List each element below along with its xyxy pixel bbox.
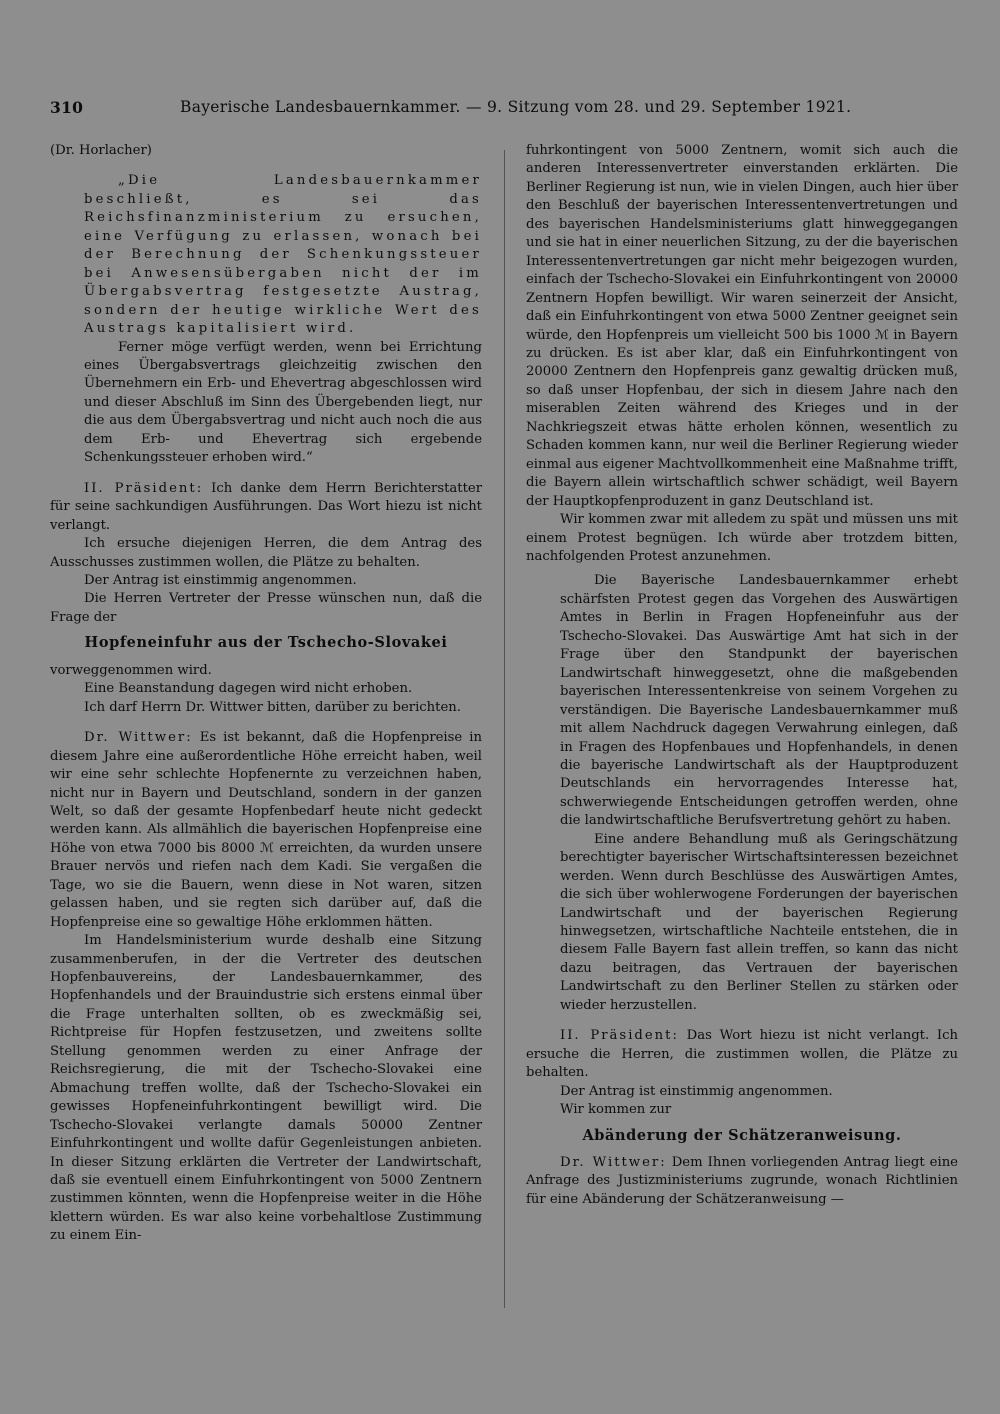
right-column (526, 142, 958, 1209)
paragraph: Der Antrag ist einstimmig angenommen. (84, 572, 357, 588)
quote-paragraph: Eine andere Behandlung muß als Geringschätzung berechtigter bayerischer Wirtschaftsinteressen bezeichnet werden. Wenn durch Beschlüsse des Auswärtigen Amtes, die sich über wohlerwogene Forderungen der bayerischen Landwirtschaft und der bayerischen Regierung hinwegsetzen, wirtschaftliche Nachteile entstehen, die in diesem Falle Bayern fast allein treffen, so kann das nicht dazu beitragen, das Vertrauen der bayerischen Landwirtschaft zu den Berliner Stellen zu stärken oder wieder herzustellen. (560, 831, 958, 1013)
protest-quote (526, 572, 958, 1015)
paragraph: vorweggenommen wird. (50, 662, 212, 678)
speaker-label: II. Präsident: (560, 1028, 679, 1044)
paragraph: Wir kommen zur (560, 1102, 672, 1118)
paragraph: Dr. Wittwer: Es ist bekannt, daß die Hopfenpreise in diesem Jahre eine außerordentliche Höhe erreicht haben, weil wir eine sehr schlechte Hopfenernte zu verzeichnen haben, nicht nur in Bayern und Deutschland, sondern in der ganzen Welt, so daß der gesamte Hopfenbedarf heute nicht gedeckt werden kann. Als allmählich die bayerischen Hopfenpreise eine Höhe von etwa 7000 bis 8000 ℳ erreichten, da wurden unsere Brauer nervös und riefen nach dem Kadi. Sie vergaßen die Tage, wo sie die Bauern, wenn diese in Not waren, sitzen gelassen haben, und sie regten sich darüber auf, daß die Hopfenpreise eine so gewaltige Höhe erklommen hätten. (50, 730, 482, 930)
paragraph: II. Präsident: Ich danke dem Herrn Berichterstatter für seine sachkundigen Ausführungen. Das Wort hiezu ist nicht verlangt. (50, 480, 482, 533)
column-divider (504, 150, 505, 1308)
left-column (50, 142, 482, 1246)
speaker-label: Dr. Wittwer: (560, 1155, 667, 1171)
section-heading: Hopfeneinfuhr aus der Tschecho-Slovakei (84, 634, 448, 652)
paragraph: Ich ersuche diejenigen Herren, die dem Antrag des Ausschusses zustimmen wollen, die Plätze zu behalten. (50, 536, 482, 570)
paragraph: II. Präsident: Das Wort hiezu ist nicht verlangt. Ich ersuche die Herren, die zustimmen wollen, die Plätze zu behalten. (526, 1028, 958, 1081)
resolution-quote (50, 172, 482, 467)
quote-paragraph: Die Bayerische Landesbauernkammer erhebt schärfsten Protest gegen das Vorgehen des Auswärtigen Amtes in Berlin in Fragen Hopfeneinfuhr aus der Tschecho-Slovakei. Das Auswärtige Amt hat sich in der Frage über den Standpunkt der bayerischen Landwirtschaft hinweggesetzt, ohne die maßgebenden bayerischen Interessentenkreise von seinem Vorgehen zu verständigen. Die Bayerische Landesbauernkammer muß mit allem Nachdruck dagegen Verwahrung einlegen, daß in Fragen des Hopfenbaues und Hopfenhandels, in denen die bayerische Landwirtschaft als der Hauptproduzent Deutschlands ein hervorragendes Interesse hat, schwerwiegende Entscheidungen getroffen werden, ohne die landwirtschaftliche Berufsvertretung gehört zu haben. (560, 573, 958, 829)
section-heading: Abänderung der Schätzeranweisung. (582, 1126, 902, 1144)
paragraph: Eine Beanstandung dagegen wird nicht erhoben. (84, 681, 413, 697)
running-title: Bayerische Landesbauernkammer. — 9. Sitzung vom 28. und 29. September 1921. (180, 98, 852, 116)
speaker-label: II. Präsident: (84, 480, 204, 496)
quote-paragraph: „Die Landesbauernkammer beschließt, es sei das Reichsfinanzministerium zu ersuchen, eine Verfügung zu erlassen, wonach bei der Berechnung der Schenkungssteuer bei Anwesensübergaben nicht der im Übergabsvertrag festgesetzte Austrag, sondern der heutige wirkliche Wert des Austrags kapitalisiert wird. (84, 173, 482, 337)
speaker-label: (Dr. Horlacher) (50, 143, 152, 158)
paragraph: fuhrkontingent von 5000 Zentnern, womit sich auch die anderen Interessenvertreter einverstanden erklärten. Die Berliner Regierung ist nun, wie in vielen Dingen, auch hier über den Beschluß der bayerischen Interessentenvertretungen und des bayerischen Handelsministeriums glatt hinweggegangen und sie hat in einer neuerlichen Sitzung, zu der die bayerischen Interessentenvertretungen gar nicht mehr beigezogen wurden, einfach der Tschecho-Slovakei ein Einfuhrkontingent von 20000 Zentnern Hopfen bewilligt. Wir waren seinerzeit der Ansicht, daß ein Einfuhrkontingent von etwa 5000 Zentner geeignet sein würde, den Hopfenpreis um vielleicht 500 bis 1000 ℳ in Bayern zu drücken. Es ist aber klar, daß ein Einfuhrkontingent von 20000 Zentnern den Hopfenpreis ganz gewaltig drücken muß, so daß unser Hopfenbau, der sich in diesem Jahre nach den miserablen Zeiten während des Krieges und in der Nachkriegszeit etwas hätte erholen können, wesentlich zu Schaden kommen kann, nur weil die Berliner Regierung wieder einmal aus eigener Machtvollkommenheit eine Maßnahme trifft, die Bayern allein wirtschaftlich schwer schädigt, weil Bayern der Hauptkopfenproduzent in ganz Deutschland ist. (526, 143, 959, 509)
page-number: 310 (50, 98, 84, 117)
paragraph: Ich darf Herrn Dr. Wittwer bitten, darüber zu berichten. (84, 699, 461, 715)
paragraph: Der Antrag ist einstimmig angenommen. (560, 1083, 833, 1099)
paragraph: Dr. Wittwer: Dem Ihnen vorliegenden Antrag liegt eine Anfrage des Justizministeriums zugrunde, wonach Richtlinien für eine Abänderung der Schätzeranweisung — (526, 1155, 958, 1207)
paragraph: Wir kommen zwar mit alledem zu spät und müssen uns mit einem Protest begnügen. Ich würde aber trotzdem bitten, nachfolgenden Protest anzunehmen. (526, 512, 958, 564)
page-header (50, 98, 945, 124)
paragraph: Im Handelsministerium wurde deshalb eine Sitzung zusammenberufen, in der die Vertreter des deutschen Hopfenbauvereins, der Landesbauernkammer, des Hopfenhandels und der Brauindustrie sich erstens einmal über die Frage unterhalten sollten, ob es zweckmäßig sei, Richtpreise für Hopfen festzusetzen, und zweitens sollte Stellung genommen werden zu einer Anfrage der Reichsregierung, die mit der Tschecho-Slovakei eine Abmachung treffen wollte, daß der Tschecho-Slovakei ein gewisses Hopfeneinfuhrkontingent bewilligt wird. Die Tschecho-Slovakei verlangte damals 50000 Zentner Einfuhrkontingent und wollte dafür Gegenleistungen anbieten. In dieser Sitzung erklärten die Vertreter der Landwirtschaft, daß sie eventuell einem Einfuhrkontingent von 5000 Zentnern zustimmen könnten, wenn die Hopfenpreise weiter in die Höhe klettern würden. Es war also keine vorbehaltlose Zustimmung zu einem Ein- (50, 933, 482, 1244)
paragraph: Die Herren Vertreter der Presse wünschen nun, daß die Frage der (50, 591, 482, 625)
speaker-label: Dr. Wittwer: (84, 730, 193, 746)
quote-paragraph: Ferner möge verfügt werden, wenn bei Errichtung eines Übergabsvertrags gleichzeitig zwischen den Übernehmern ein Erb- und Ehevertrag abgeschlossen wird und dieser Abschluß im Sinn des Übergebenden liegt, nur die aus dem Übergabsvertrag und nicht auch noch die aus dem Erb- und Ehevertrag sich ergebende Schenkungssteuer erhoben wird.“ (84, 339, 482, 466)
